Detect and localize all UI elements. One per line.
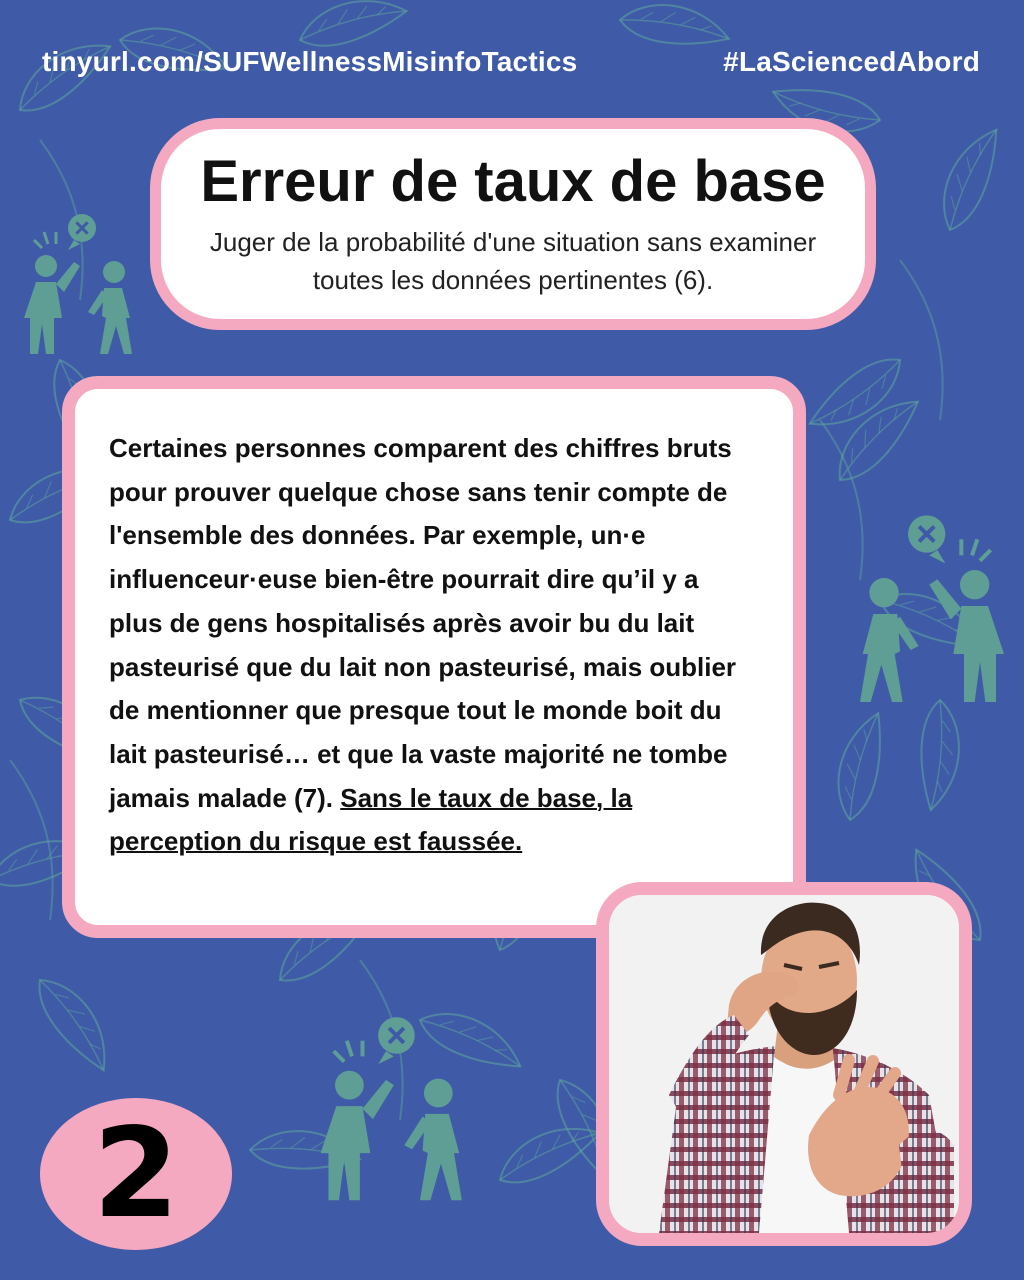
photo-card xyxy=(596,882,972,1246)
arguing-people-icon xyxy=(318,1010,488,1210)
explanation-text xyxy=(109,427,759,864)
arguing-people-icon xyxy=(22,210,152,360)
explanation-body: Certaines personnes comparent des chiffres bruts pour prouver quelque chose sans tenir compte de l'ensemble des données. Par exemple, un·e influenceur·euse bien-être pourrait dire qu’il y a plus de gens hospitalisés après avoir bu du lait pasteurisé que du lait non pasteurisé, mais oublier de mentionner que presque tout le monde boit du lait pasteurisé… et que la vaste majorité ne tombe jamais malade (7). xyxy=(109,433,737,813)
definition-subtitle: Juger de la probabilité d'une situation sans examiner toutes les données pertinentes (6). xyxy=(209,227,817,296)
page-number: 2 xyxy=(92,1102,180,1246)
page-title: Erreur de taux de base xyxy=(200,149,826,214)
man-pinching-nose-photo xyxy=(609,895,959,1233)
title-card xyxy=(150,118,876,330)
source-link[interactable]: tinyurl.com/SUFWellnessMisinfoTactics xyxy=(42,46,578,77)
explanation-card xyxy=(62,376,806,938)
page-number-badge xyxy=(40,1098,232,1250)
hashtag: #LaSciencedAbord xyxy=(723,46,980,77)
arguing-people-icon xyxy=(830,510,1010,710)
explanation-emphasis: Sans le taux de base, la perception du risque est faussée. xyxy=(109,782,633,857)
